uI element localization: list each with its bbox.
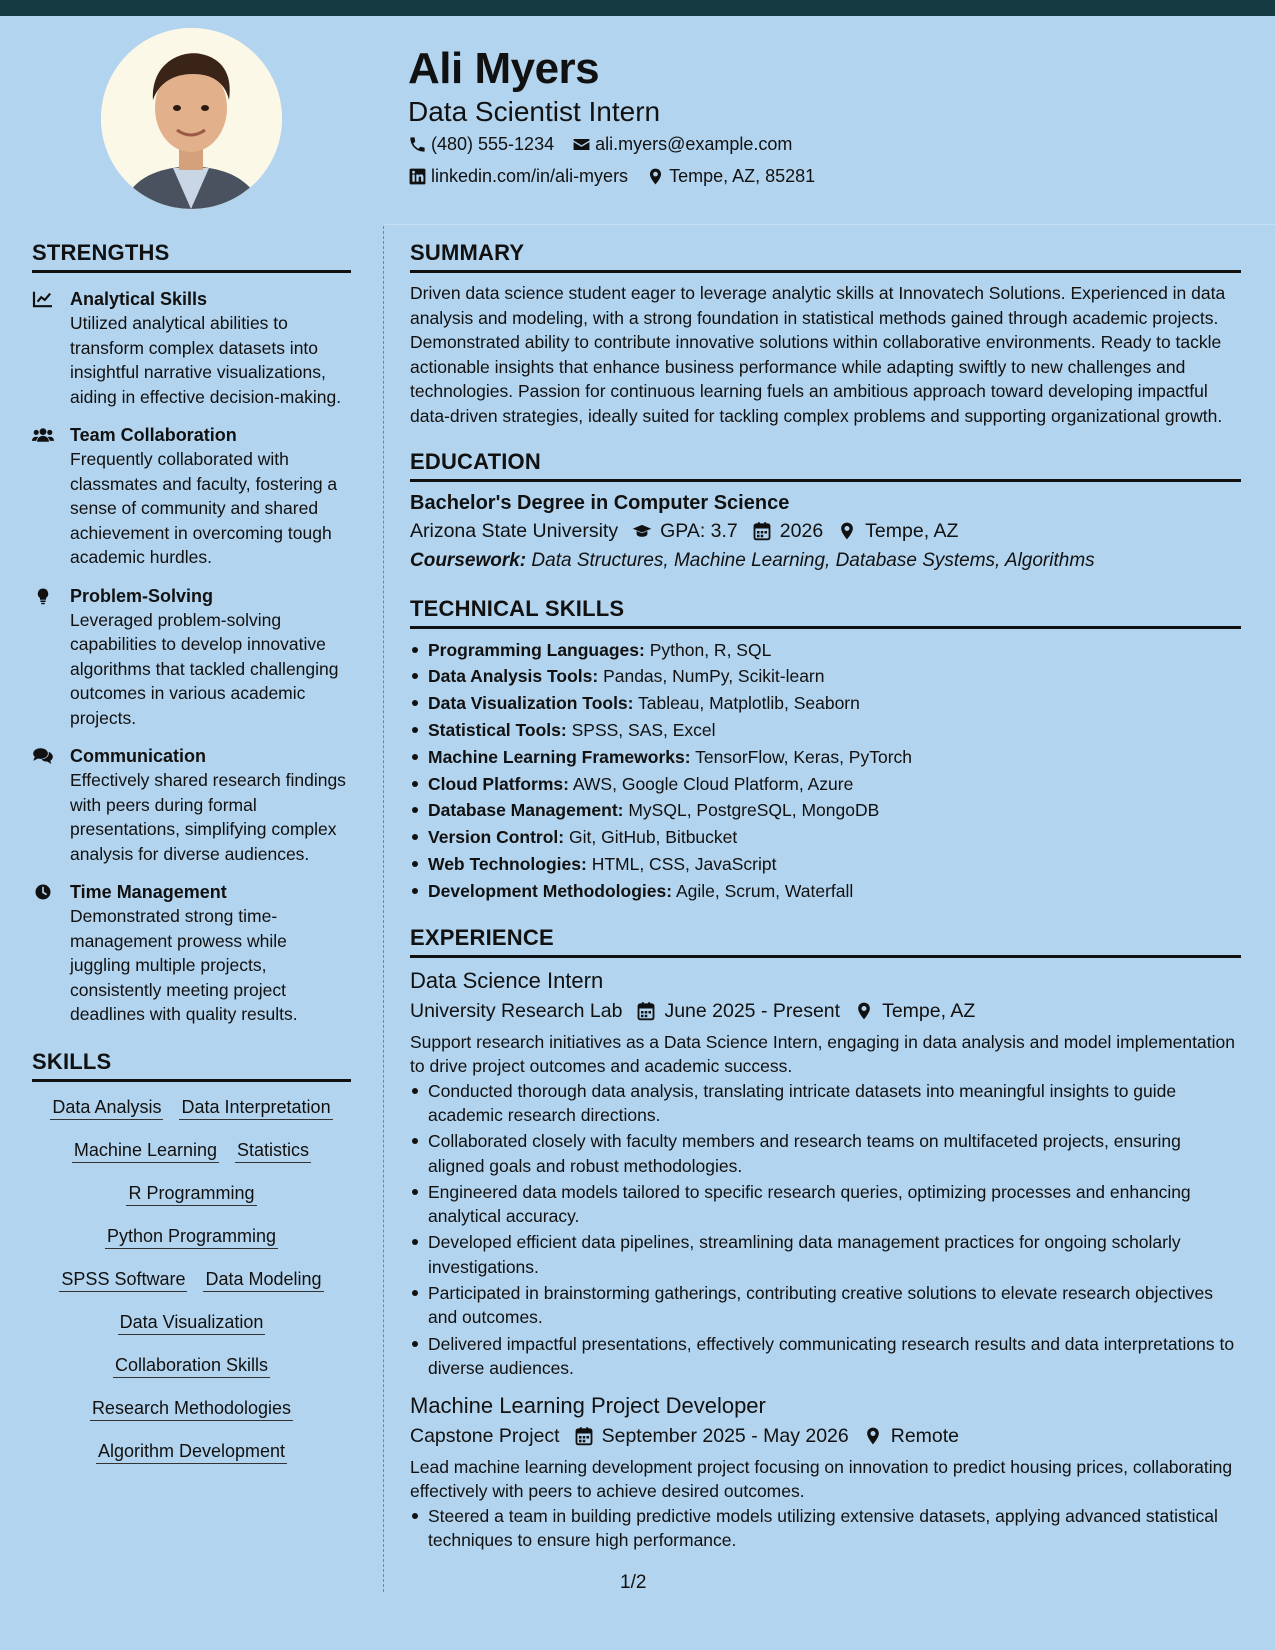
skill-chip: Machine Learning: [72, 1139, 219, 1163]
column-divider: [383, 226, 384, 1592]
strength-title: Time Management: [70, 882, 227, 902]
job-location: Remote: [890, 1424, 960, 1447]
map-marker-icon: [837, 521, 857, 541]
strength-title: Analytical Skills: [70, 289, 208, 309]
skill-chip: Data Interpretation: [179, 1096, 332, 1120]
list-item: Collaborated closely with faculty members and research teams on multifaceted projects, ensuring aligned goals and robust methodologies.: [410, 1129, 1241, 1178]
skills-title: SKILLS: [32, 1049, 351, 1082]
coursework-label: Coursework:: [410, 549, 527, 571]
profile-photo: [101, 28, 282, 209]
map-marker-icon: [863, 1426, 883, 1446]
skill-values: Tableau, Matplotlib, Seaborn: [638, 693, 860, 714]
skill-values: Pandas, NumPy, Scikit-learn: [603, 666, 825, 687]
list-item: Delivered impactful presentations, effectively communicating research results and data interpretations to diverse audiences.: [410, 1332, 1241, 1381]
skill-values: SPSS, SAS, Excel: [571, 719, 716, 740]
map-marker-icon: [646, 167, 665, 186]
users-icon: [32, 426, 54, 444]
page-number: 1/2: [620, 1572, 647, 1593]
strength-title: Problem-Solving: [70, 585, 214, 606]
list-item: [410, 797, 1241, 824]
email-text: ali.myers@example.com: [595, 134, 793, 154]
education-title: EDUCATION: [410, 449, 1241, 482]
job-bullets: [410, 1079, 1241, 1381]
job-org: University Research Lab: [410, 999, 623, 1022]
lightbulb-icon: [32, 587, 54, 605]
education-location: Tempe, AZ: [865, 519, 959, 542]
coursework: [410, 546, 1241, 576]
skill-category: Data Visualization Tools:: [428, 693, 634, 714]
list-item: Developed efficient data pipelines, streamlining data management practices for ongoing scholarly investigations.: [410, 1230, 1241, 1279]
job-title: Data Science Intern: [410, 967, 604, 993]
job-location: Tempe, AZ: [882, 999, 976, 1022]
skill-chip: Data Visualization: [118, 1311, 266, 1335]
coursework-list: Data Structures, Machine Learning, Database Systems, Algorithms: [531, 549, 1095, 571]
left-column: [32, 240, 351, 1483]
list-item: Conducted thorough data analysis, translating intricate datasets into meaningful insights to guide academic research directions.: [410, 1079, 1241, 1128]
contact-row-2: [408, 166, 833, 187]
list-item: Participated in brainstorming gatherings, contributing creative solutions to elevate research objectives and outcomes.: [410, 1281, 1241, 1330]
job-dates: September 2025 - May 2026: [601, 1424, 849, 1447]
linkedin-icon: [408, 167, 427, 186]
skills-row: [32, 1268, 351, 1292]
skill-values: HTML, CSS, JavaScript: [591, 853, 777, 874]
graduation-cap-icon: [632, 521, 652, 541]
summary-title: SUMMARY: [410, 240, 1241, 273]
skill-chip: Data Analysis: [50, 1096, 163, 1120]
phone-text: (480) 555-1234: [431, 134, 555, 154]
skill-category: Version Control:: [428, 827, 565, 848]
skill-category: Development Methodologies:: [428, 880, 673, 901]
gpa-text: GPA: 3.7: [660, 519, 738, 542]
comments-icon: [32, 747, 54, 765]
skill-category: Machine Learning Frameworks:: [428, 746, 691, 767]
skill-values: Git, GitHub, Bitbucket: [569, 827, 738, 848]
summary-text: Driven data science student eager to leverage analytic skills at Innovatech Solutions. Experienced in data analysis and modeling, with a strong foundation in statistical methods gained through academic projects. Demonstrated ability to contribute innovative solutions within collaborative environments. Ready to tackle actionable insights that enhance business performance while adapting swiftly to new challenges and technologies. Passion for continuous learning fuels an ambitious approach toward developing impactful data-driven strategies, ideally suited for tackling complex problems and supporting organizational growth.: [410, 283, 1226, 426]
skill-chip: Research Methodologies: [90, 1397, 293, 1421]
phone-contact[interactable]: [408, 134, 554, 155]
calendar-icon: [574, 1426, 594, 1446]
strength-desc: Leveraged problem-solving capabilities to develop innovative algorithms that tackled challenging outcomes in various academic projects.: [70, 609, 339, 728]
skill-category: Database Management:: [428, 800, 624, 821]
technical-skills-list: [410, 637, 1241, 905]
job-org: Capstone Project: [410, 1424, 560, 1447]
list-item: [410, 771, 1241, 798]
skill-values: MySQL, PostgreSQL, MongoDB: [628, 800, 880, 821]
skills-row: [32, 1139, 351, 1163]
job-meta: [410, 996, 1241, 1026]
list-item: [410, 663, 1241, 690]
skills-row: [32, 1182, 351, 1206]
skill-chip: Python Programming: [105, 1225, 278, 1249]
location-text: Tempe, AZ, 85281: [669, 166, 816, 186]
skills-row: [32, 1354, 351, 1378]
list-item: Steered a team in building predictive models utilizing extensive datasets, applying advanced statistical techniques to ensure high performance.: [410, 1504, 1241, 1553]
list-item: Engineered data models tailored to specific research queries, optimizing processes and enhancing analytical accuracy.: [410, 1180, 1241, 1229]
strength-item: [32, 744, 351, 866]
strength-desc: Utilized analytical abilities to transform complex datasets into insightful narrative visualizations, aiding in effective decision-making.: [70, 313, 342, 407]
list-item: [410, 878, 1241, 905]
strength-title: Team Collaboration: [70, 425, 237, 445]
linkedin-contact[interactable]: [408, 166, 628, 187]
skill-category: Programming Languages:: [428, 639, 645, 660]
header-divider: [385, 224, 1275, 225]
phone-icon: [408, 135, 427, 154]
skill-chip: Statistics: [235, 1139, 311, 1163]
list-item: [410, 744, 1241, 771]
list-item: [410, 824, 1241, 851]
job-bullets: [410, 1504, 1241, 1553]
education-meta: [410, 516, 1241, 546]
graduation-year: 2026: [779, 519, 824, 542]
linkedin-text: linkedin.com/in/ali-myers: [431, 166, 629, 186]
chart-line-icon: [32, 290, 54, 308]
strength-item: [32, 584, 351, 731]
skills-list: [32, 1096, 351, 1464]
experience-title: EXPERIENCE: [410, 925, 1241, 958]
job-description: Support research initiatives as a Data Science Intern, engaging in data analysis and model implementation to drive project outcomes and academic success.: [410, 1031, 1235, 1077]
skill-category: Statistical Tools:: [428, 719, 567, 740]
skill-values: Agile, Scrum, Waterfall: [675, 880, 854, 901]
skills-row: [32, 1311, 351, 1335]
right-column: [410, 240, 1241, 1554]
list-item: [410, 637, 1241, 664]
skill-chip: Collaboration Skills: [113, 1354, 270, 1378]
calendar-icon: [636, 1001, 656, 1021]
skill-values: Python, R, SQL: [649, 639, 772, 660]
skill-chip: R Programming: [126, 1182, 256, 1206]
list-item: [410, 690, 1241, 717]
list-item: [410, 717, 1241, 744]
top-bar: [0, 0, 1275, 16]
clock-icon: [32, 883, 54, 901]
envelope-icon: [572, 135, 591, 154]
candidate-name: Ali Myers: [408, 44, 600, 93]
skills-row: [32, 1225, 351, 1249]
job-description: Lead machine learning development project focusing on innovation to predict housing prices, collaborating effectively with peers to achieve desired outcomes.: [410, 1456, 1233, 1501]
strength-desc: Demonstrated strong time-management prowess while juggling multiple projects, consistently meeting project deadlines with quality results.: [70, 906, 298, 1024]
strength-item: [32, 287, 351, 409]
skill-chip: Data Modeling: [203, 1268, 323, 1292]
strength-desc: Effectively shared research findings with peers during formal presentations, simplifying complex analysis for diverse audiences.: [70, 770, 346, 864]
school-name: Arizona State University: [410, 519, 619, 542]
degree-title: Bachelor's Degree in Computer Science: [410, 491, 790, 514]
skill-category: Data Analysis Tools:: [428, 666, 599, 687]
skill-values: AWS, Google Cloud Platform, Azure: [572, 773, 854, 794]
email-contact[interactable]: [572, 134, 792, 155]
calendar-icon: [752, 521, 772, 541]
technical-skills-title: TECHNICAL SKILLS: [410, 596, 1241, 629]
skill-chip: Algorithm Development: [96, 1440, 287, 1464]
strength-item: [32, 880, 351, 1027]
job-entry: [410, 966, 1241, 1381]
list-item: [410, 851, 1241, 878]
strength-desc: Frequently collaborated with classmates and faculty, fostering a sense of community and shared achievement in overcoming tough academic hurdles.: [70, 449, 338, 567]
skills-row: [32, 1397, 351, 1421]
skill-category: Cloud Platforms:: [428, 773, 569, 794]
skills-row: [32, 1096, 351, 1120]
strength-item: [32, 423, 351, 570]
map-marker-icon: [854, 1001, 874, 1021]
skills-row: [32, 1440, 351, 1464]
job-title: Machine Learning Project Developer: [410, 1392, 766, 1418]
job-entry: [410, 1391, 1241, 1553]
strengths-title: STRENGTHS: [32, 240, 351, 273]
location-contact: [646, 166, 815, 187]
skill-chip: SPSS Software: [59, 1268, 187, 1292]
strength-title: Communication: [70, 746, 207, 766]
job-meta: [410, 1421, 1241, 1451]
contact-row-1: [408, 134, 810, 155]
skill-category: Web Technologies:: [428, 853, 587, 874]
skill-values: TensorFlow, Keras, PyTorch: [695, 746, 913, 767]
candidate-role: Data Scientist Intern: [408, 96, 661, 127]
job-dates: June 2025 - Present: [664, 999, 841, 1022]
